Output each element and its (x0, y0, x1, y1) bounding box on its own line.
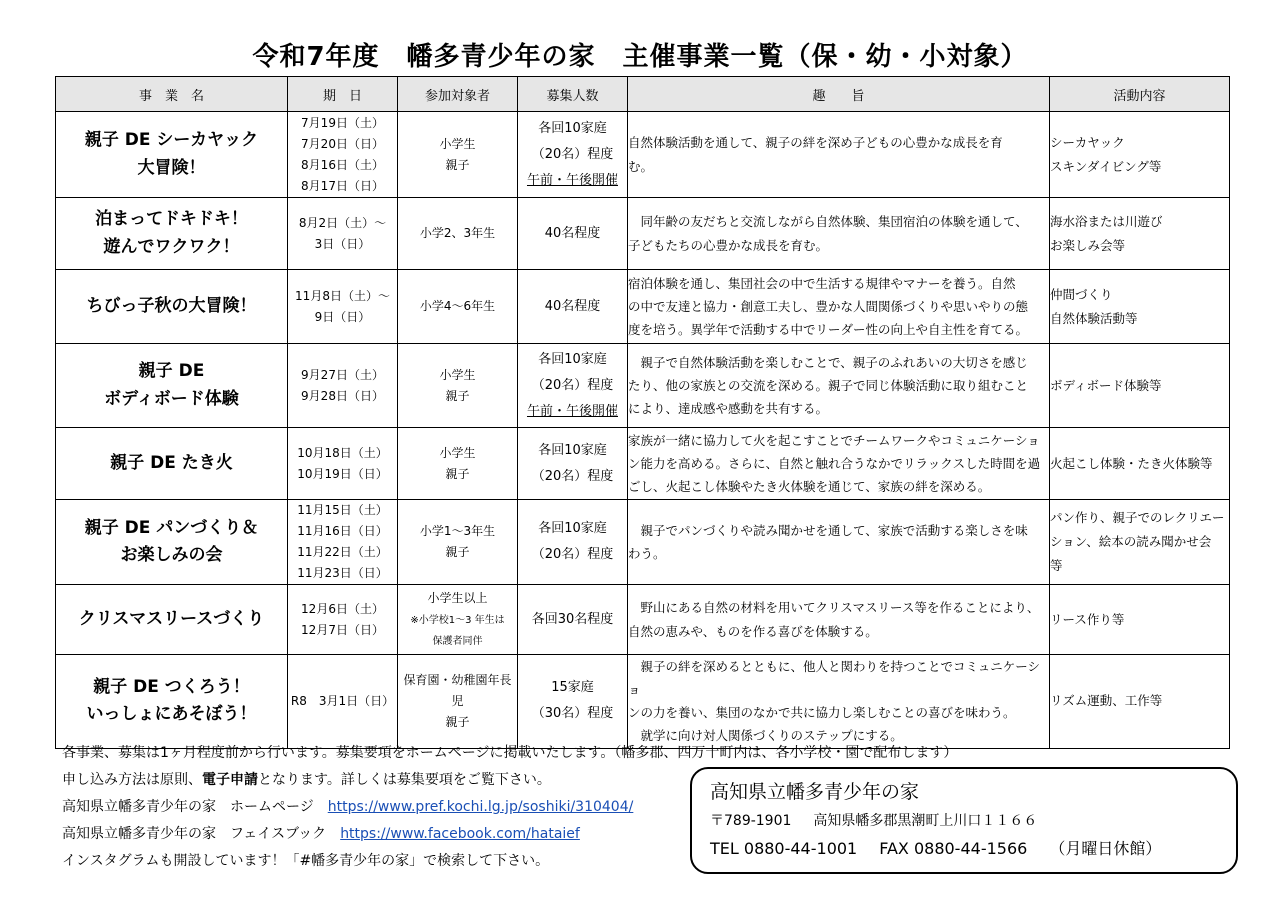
table-header-row (56, 77, 1230, 112)
facebook-link[interactable]: https://www.facebook.com/hataief (340, 826, 580, 842)
capacity-text: 各回10家庭 （20名）程度 (531, 351, 614, 393)
event-dates: 11月15日（土） 11月16日（日） 11月22日（土） 11月23日（日） (288, 500, 398, 585)
capacity-note: 午前・午後開催 (526, 172, 618, 188)
header-dates: 期 日 (288, 77, 398, 112)
event-capacity: 40名程度 (518, 198, 628, 270)
event-target: 小学2、3年生 (398, 198, 518, 270)
header-aim: 趣 旨 (628, 77, 1050, 112)
table-row (56, 500, 1230, 585)
event-activity: ボディボード体験等 (1050, 344, 1230, 428)
event-capacity: 各回10家庭 （20名）程度 (518, 500, 628, 585)
event-name: 親子 DE シーカヤック 大冒険！ (56, 112, 288, 198)
application-note-pre: 申し込み方法は原則、 (62, 772, 202, 788)
capacity-note: 午前・午後開催 (526, 403, 618, 419)
event-activity: シーカヤック スキンダイビング等 (1050, 112, 1230, 198)
header-target: 参加対象者 (398, 77, 518, 112)
postal-code: 〒789-1901 (710, 813, 792, 829)
phone-line (710, 835, 1218, 863)
page-title: 令和7年度 幡多青少年の家 主催事業一覧（保・幼・小対象） (252, 42, 1028, 72)
event-dates: 10月18日（土） 10月19日（日） (288, 428, 398, 500)
application-note-post: となります。詳しくは募集要項をご覧下さい。 (258, 772, 551, 788)
event-dates: 7月19日（土） 7月20日（日） 8月16日（土） 8月17日（日） (288, 112, 398, 198)
event-dates: 12月6日（土） 12月7日（日） (288, 585, 398, 655)
event-activity: 仲間づくり 自然体験活動等 (1050, 270, 1230, 344)
event-dates: 8月2日（土）～ 3日（日） (288, 198, 398, 270)
header-activity: 活動内容 (1050, 77, 1230, 112)
application-method: 電子申請 (202, 772, 258, 788)
table-row (56, 585, 1230, 655)
event-name: 泊まってドキドキ！ 遊んでワクワク！ (56, 198, 288, 270)
instagram-note: インスタグラムも開設しています！「#幡多青少年の家」で検索して下さい。 (62, 853, 550, 869)
event-capacity: 40名程度 (518, 270, 628, 344)
target-note: ※小学校1～3 年生は 保護者同伴 (410, 615, 505, 647)
contact-box (690, 767, 1238, 874)
event-capacity: 各回30名程度 (518, 585, 628, 655)
event-aim: 宿泊体験を通し、集団社会の中で生活する規律やマナーを養う。自然 の中で友達と協力・創意工夫し、豊かな人間関係づくりや思いやりの態 度を培う。異学年で活動する中でリーダー性の向上や自主性を育てる。 (628, 270, 1050, 344)
event-capacity (518, 344, 628, 428)
event-activity: 海水浴または川遊び お楽しみ会等 (1050, 198, 1230, 270)
event-target: 小学4～6年生 (398, 270, 518, 344)
table-row (56, 655, 1230, 749)
header-capacity: 募集人数 (518, 77, 628, 112)
event-activity: リース作り等 (1050, 585, 1230, 655)
header-event-name: 事 業 名 (56, 77, 288, 112)
homepage-link[interactable]: https://www.pref.kochi.lg.jp/soshiki/310404/ (327, 799, 634, 815)
table-row (56, 344, 1230, 428)
event-aim: 同年齢の友だちと交流しながら自然体験、集団宿泊の体験を通して、 子どもたちの心豊かな成長を育む。 (628, 198, 1050, 270)
event-aim: 親子で自然体験活動を楽しむことで、親子のふれあいの大切さを感じ たり、他の家族との交流を深める。親子で同じ体験活動に取り組むこと により、達成感や感動を共有する。 (628, 344, 1050, 428)
event-activity: リズム運動、工作等 (1050, 655, 1230, 749)
event-dates: 11月8日（土）～ 9日（日） (288, 270, 398, 344)
event-target: 小学生 親子 (398, 344, 518, 428)
event-target: 保育園・幼稚園年長児 親子 (398, 655, 518, 749)
event-target: 小学1～3年生 親子 (398, 500, 518, 585)
event-target: 小学生 親子 (398, 112, 518, 198)
event-dates: R8 3月1日（日） (288, 655, 398, 749)
events-table (55, 76, 1230, 749)
tel-number: TEL 0880-44-1001 (710, 839, 858, 858)
event-capacity: 各回10家庭 （20名）程度 (518, 428, 628, 500)
event-capacity (518, 112, 628, 198)
facebook-label: 高知県立幡多青少年の家 フェイスブック (62, 826, 327, 842)
closed-day: （月曜日休館） (1049, 839, 1162, 858)
recruitment-note: 各事業、募集は1ヶ月程度前から行います。募集要項をホームページに掲載いたします。（幡多郡、四万十町内は、各小学校・園で配布します） (62, 745, 958, 761)
event-name: 親子 DE たき火 (56, 428, 288, 500)
event-name: ちびっ子秋の大冒険！ (56, 270, 288, 344)
event-aim: 家族が一緒に協力して火を起こすことでチームワークやコミュニケーショ ン能力を高める。さらに、自然と触れ合うなかでリラックスした時間を過 ごし、火起こし体験やたき火体験を通じて、家族の絆を深める。 (628, 428, 1050, 500)
table-row (56, 112, 1230, 198)
table-row (56, 198, 1230, 270)
event-aim: 親子でパンづくりや読み聞かせを通して、家族で活動する楽しさを味 わう。 (628, 500, 1050, 585)
event-name: 親子 DE ボディボード体験 (56, 344, 288, 428)
facility-name: 高知県立幡多青少年の家 (710, 781, 920, 803)
event-dates: 9月27日（土） 9月28日（日） (288, 344, 398, 428)
event-aim: 親子の絆を深めるとともに、他人と関わりを持つことでコミュニケーショ ンの力を養い、集団のなかで共に協力し楽しむことの喜びを味わう。 就学に向け対人関係づくりのステップにする。 (628, 655, 1050, 749)
homepage-label: 高知県立幡多青少年の家 ホームページ (62, 799, 314, 815)
event-aim: 野山にある自然の材料を用いてクリスマスリース等を作ることにより、 自然の恵みや、ものを作る喜びを体験する。 (628, 585, 1050, 655)
fax-number: FAX 0880-44-1566 (879, 839, 1028, 858)
event-name: 親子 DE つくろう！ いっしょにあそぼう！ (56, 655, 288, 749)
table-row (56, 270, 1230, 344)
address-line (710, 807, 1218, 835)
event-activity: パン作り、親子でのレクリエー ション、絵本の読み聞かせ会 等 (1050, 500, 1230, 585)
table-row (56, 428, 1230, 500)
event-target (398, 585, 518, 655)
capacity-text: 各回10家庭 （20名）程度 (531, 120, 614, 162)
event-aim: 自然体験活動を通して、親子の絆を深め子どもの心豊かな成長を育 む。 (628, 112, 1050, 198)
event-target: 小学生 親子 (398, 428, 518, 500)
event-name: クリスマスリースづくり (56, 585, 288, 655)
address: 高知県幡多郡黒潮町上川口１１６６ (813, 813, 1038, 829)
event-activity: 火起こし体験・たき火体験等 (1050, 428, 1230, 500)
target-text: 小学生以上 (427, 591, 488, 605)
event-name: 親子 DE パンづくり＆ お楽しみの会 (56, 500, 288, 585)
event-capacity: 15家庭 （30名）程度 (518, 655, 628, 749)
